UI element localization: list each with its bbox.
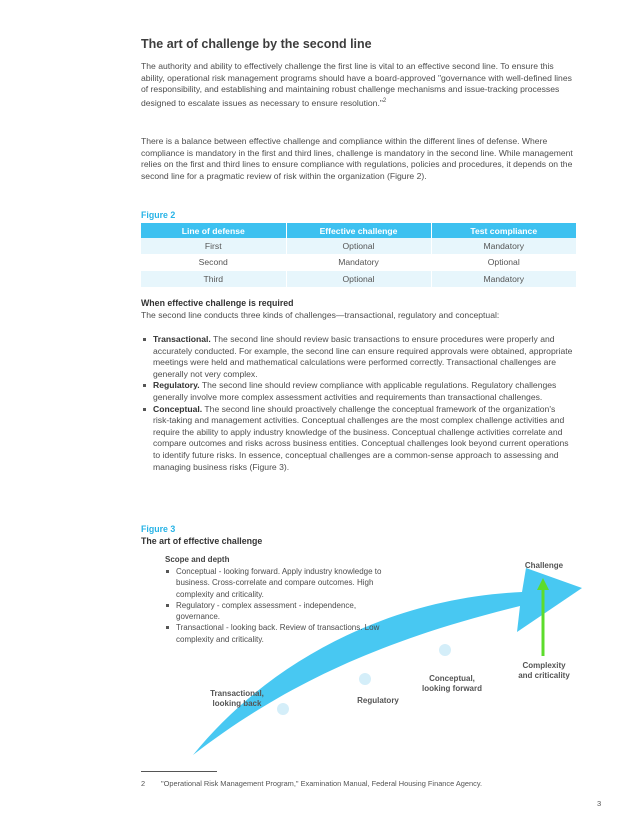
bullet-text: The second line should review basic transactions to ensure procedures were properly and accurately conducted. For example, the second line can ensure required approvals were obtained, appropriate meetings were held and mathematical calculations were performed correctly. Transactional challenges are generally not very complex.	[153, 334, 573, 379]
figure-3-title: The art of effective challenge	[141, 536, 263, 546]
bullet-icon	[166, 604, 169, 607]
paragraph-1-text: The authority and ability to effectively challenge the first line is vital to an effective second line. To ensure this ability, operational risk management programs should have a board-approved "governance with well-defined lines of responsibility, and establishing and maintaining robust challenge mechanisms and issue-tracking processes designed to escalate issues as necessary to ensure resolution."	[141, 61, 572, 108]
scope-item-text: Transactional - looking back. Review of transactions. Low complexity and criticality.	[176, 623, 380, 644]
footnote	[141, 779, 482, 788]
figure-2-label: Figure 2	[141, 210, 176, 220]
table-cell: Optional	[487, 257, 520, 268]
scope-item-text: Regulatory - complex assessment - independence, governance.	[176, 600, 357, 622]
table-cell: Mandatory	[431, 238, 576, 254]
label-transactional-line2: looking back	[212, 699, 262, 708]
table-cell: Mandatory	[431, 271, 576, 287]
label-conceptual-line2: looking forward	[422, 684, 482, 693]
table-header: Line of defense	[141, 223, 286, 238]
table-header: Effective challenge	[286, 223, 431, 238]
table-cell: Optional	[286, 271, 431, 287]
footnote-number: 2	[141, 779, 146, 788]
table-cell: Second	[141, 254, 286, 270]
point-conceptual	[439, 644, 451, 656]
footnote-ref[interactable]: 2	[382, 97, 387, 104]
bullet-term: Regulatory.	[153, 380, 200, 391]
footnote-text: "Operational Risk Management Program," Examination Manual, Federal Housing Finance Agency.	[161, 779, 483, 788]
table-cell: Mandatory	[286, 254, 431, 270]
scope-title: Scope and depth	[165, 555, 230, 564]
label-conceptual	[414, 674, 490, 694]
label-conceptual-line1: Conceptual,	[429, 674, 475, 683]
scope-list	[166, 566, 386, 645]
point-regulatory	[359, 673, 371, 685]
list-item	[166, 566, 386, 600]
label-regulatory: Regulatory	[357, 696, 399, 705]
bullet-icon	[166, 570, 169, 573]
bullet-term: Transactional.	[153, 334, 211, 344]
footnote-divider	[141, 771, 217, 772]
list-item	[166, 622, 386, 645]
bullet-icon	[166, 626, 169, 629]
bullet-text: The second line should review compliance with applicable regulations. Regulatory challenges generally involve more complex assessment activities and requirements than transactional challenges.	[153, 380, 557, 402]
figure-3-label: Figure 3	[141, 524, 176, 534]
section-title: The art of challenge by the second line	[141, 37, 372, 51]
table-cell: Third	[141, 271, 286, 287]
label-challenge: Challenge	[524, 561, 564, 570]
challenge-intro: The second line conducts three kinds of challenges—transactional, regulatory and conceptual:	[141, 310, 500, 320]
table-cell: First	[141, 238, 286, 254]
list-item	[166, 600, 386, 623]
label-complexity	[508, 661, 580, 681]
label-transactional	[196, 689, 278, 709]
point-transactional	[277, 703, 289, 715]
table-cell: Optional	[286, 238, 431, 254]
paragraph-2: There is a balance between effective challenge and compliance within the different lines of defense. Where compliance is mandatory in the first and third lines, challenge is mandatory in the second line. While management relies on the first and third lines to ensure compliance with regulations, policies and procedures, it depends on the second line for a pragmatic review of risk within the organization (Figure 2).	[141, 136, 573, 181]
page-number: 3	[597, 799, 602, 808]
challenge-subhead: When effective challenge is required	[141, 298, 294, 308]
bullet-term: Conceptual.	[153, 403, 203, 414]
label-complexity-line2: and criticality	[518, 671, 570, 680]
scope-item-text: Conceptual - looking forward. Apply industry knowledge to business. Cross-correlate and compare outcomes. High complexity and criticality.	[176, 567, 382, 599]
table-header: Test compliance	[431, 223, 576, 238]
bullet-text: The second line should proactively challenge the conceptual framework of the organization's risk-taking and management activities. Conceptual challenges are the most complex challenge activities and require the ability to apply industry knowledge of the business. Conceptual challenge activities correlate and compare outcomes and risks across business entities. Conceptual challenges look beyond current operations to identify future risks. In essence, conceptual challenges are a common-sense approach to assessing and managing business risks (Figure 3).	[153, 403, 569, 472]
label-transactional-line1: Transactional,	[210, 689, 264, 698]
label-complexity-line1: Complexity	[522, 661, 566, 670]
